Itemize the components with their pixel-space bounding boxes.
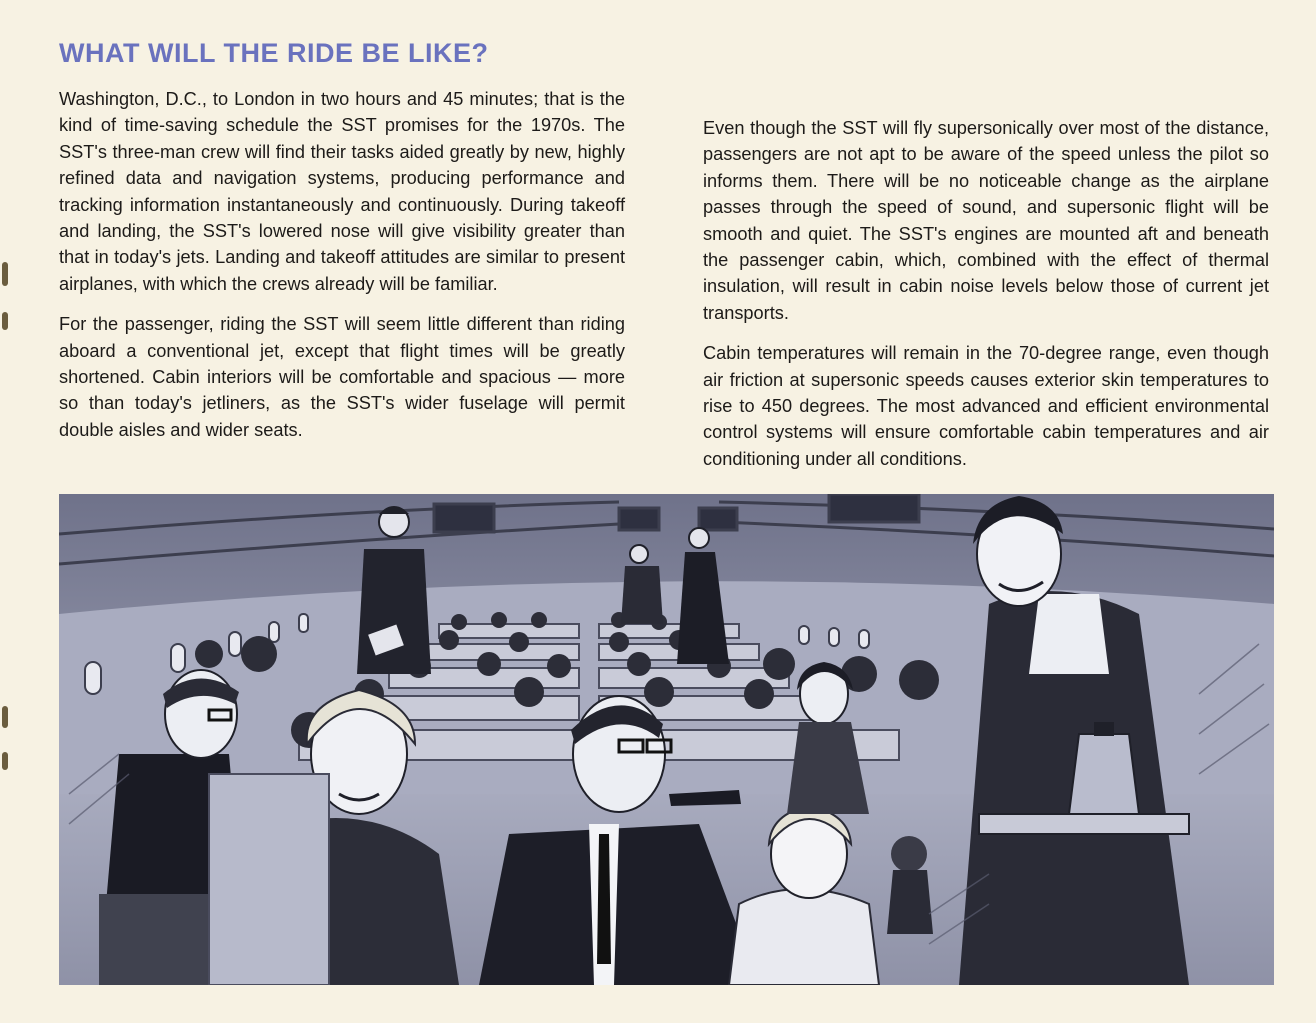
binding-mark <box>2 312 8 330</box>
cabin-illustration <box>59 494 1274 985</box>
right-paragraph-1: Even though the SST will fly supersonically over most of the distance, passengers are not apt to be aware of the speed unless the pilot so informs them. There will be no noticeable change as the airplane passes through the speed of sound, and supersonic flight will be smooth and quiet. The SST's engines are mounted aft and beneath the passenger cabin, which, combined with the effect of thermal insulation, will result in cabin noise levels below those of current jet transports. <box>703 118 1269 323</box>
binding-mark <box>2 706 8 728</box>
binding-mark <box>2 262 8 286</box>
page-heading: WHAT WILL THE RIDE BE LIKE? <box>59 38 489 68</box>
binding-mark <box>2 752 8 770</box>
left-paragraph-1: Washington, D.C., to London in two hours and 45 minutes; that is the kind of time-saving schedule the SST promises for the 1970s. The SST's three-man crew will find their tasks aided greatly by new, highly refined data and navigation systems, producing performance and tracking information instantaneously and continuously. During takeoff and landing, the SST's lowered nose will give visibility greater than that in today's jets. Landing and takeoff attitudes are similar to present airplanes, with which the crews already will be familiar. <box>59 89 625 294</box>
left-paragraph-2: For the passenger, riding the SST will seem little different than riding aboard a conventional jet, except that flight times will be greatly shortened. Cabin interiors will be comfortable and spacious — more so than today's jetliners, as the SST's wider fuselage will permit double aisles and wider seats. <box>59 314 625 440</box>
right-paragraph-2: Cabin temperatures will remain in the 70-degree range, even though air friction at supersonic speeds causes exterior skin temperatures to rise to 450 degrees. The most advanced and efficient environmental control systems will ensure comfortable cabin temperatures and air conditioning under all conditions. <box>703 343 1269 469</box>
right-column <box>703 115 1269 486</box>
seat-back-foreground <box>209 774 329 985</box>
cabin-illustration-drawing <box>59 494 1274 985</box>
left-column <box>59 86 625 457</box>
